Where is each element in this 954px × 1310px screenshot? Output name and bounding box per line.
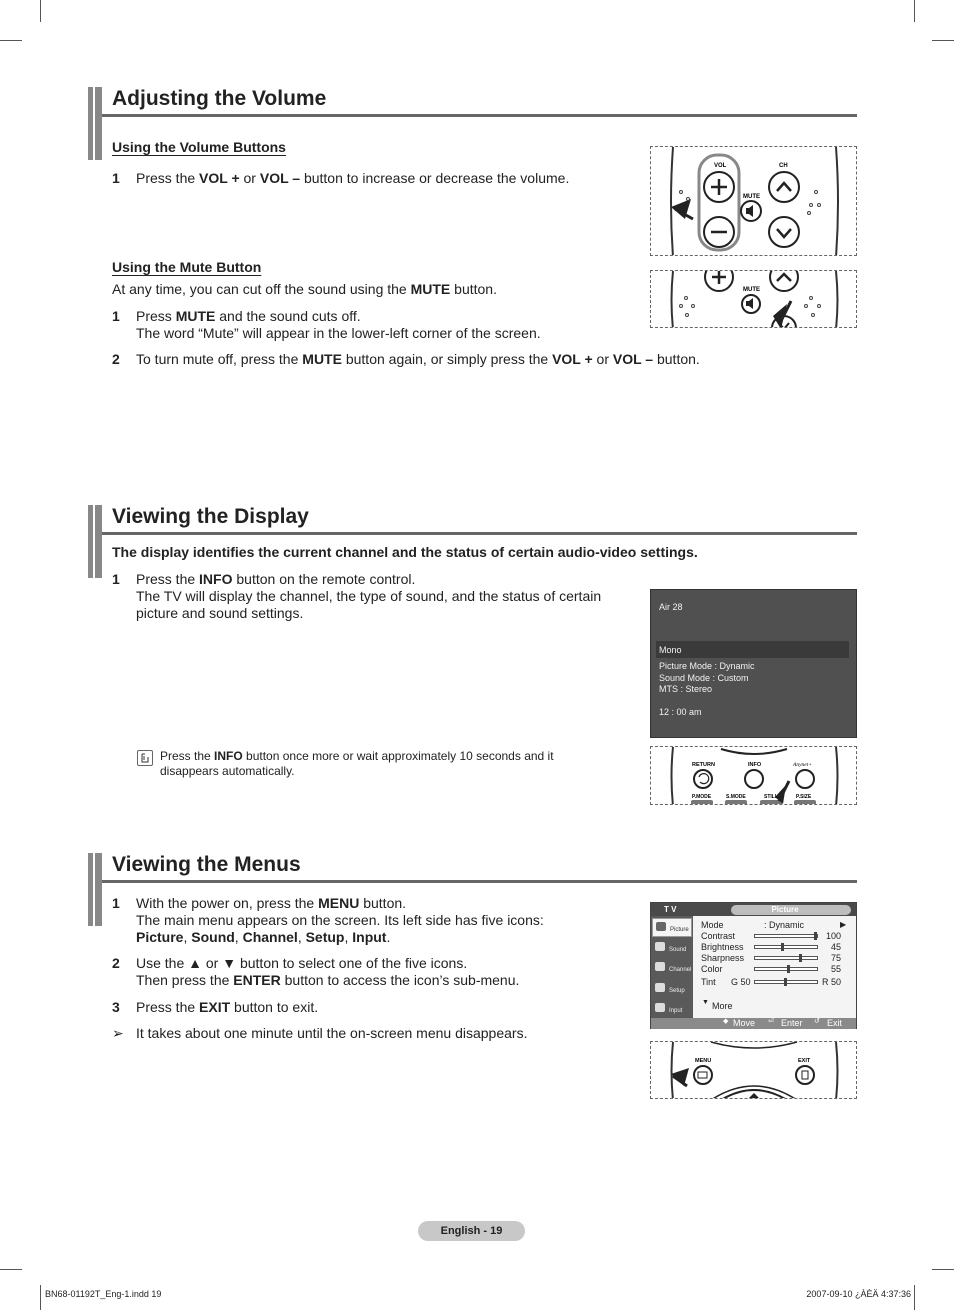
remote-illustration-mute [650,270,857,328]
picture-icon [656,922,666,931]
info-label: INFO [748,762,762,768]
menu-tint-left: G 50 [731,977,751,987]
menu-tv-label: T V [664,905,677,914]
section-bar [88,505,102,578]
menu-setting-bar [754,934,818,938]
menu-setting-label: Brightness [701,942,744,952]
info-sound-bar [656,641,849,658]
still-label: STILL [764,794,778,800]
menu-icon-item[interactable] [652,1000,692,1019]
note-text: Press the INFO button once more or wait approximately 10 seconds and it disappears automatically. [160,749,554,778]
display-intro: The display identifies the current channel and the status of certain audio-video settings. [112,544,698,560]
menu-setting-label: Contrast [701,931,736,941]
note-icon [137,750,153,766]
vol-label: VOL [714,163,727,169]
menu-more-arrow-icon: ▼ [702,999,709,1006]
info-picture-mode: Picture Mode : Dynamic [659,661,755,671]
menu-screen [650,902,857,1029]
info-sound-mode: Sound Mode : Custom [659,673,749,683]
menu-header: Picture [771,905,799,914]
return-label: RETURN [692,762,715,768]
menu-mode-arrow-icon: ▶ [840,920,847,929]
menu-mode-label: Mode [701,920,724,930]
remote-menu-svg [651,1042,857,1099]
ch-label: CH [779,163,788,169]
menu-icon-item[interactable] [652,980,692,999]
menu-setting-row[interactable] [701,964,851,975]
remote-illustration-menu [650,1041,857,1099]
setup-icon [655,983,665,992]
remote-illustration-volume [650,146,857,256]
section-rule [102,532,857,535]
menu-setting-knob [799,954,802,962]
menu-setting-knob [814,932,817,940]
menu-mode-value: : Dynamic [764,920,805,930]
mute-intro: At any time, you can cut off the sound using the MUTE button. [112,281,497,297]
menu-icon-label: Channel [669,967,692,973]
section-title-menus: Viewing the Menus [112,853,301,876]
menu-setting-value: 75 [830,953,841,963]
remote-mute-svg [651,271,857,328]
section-rule [102,114,857,117]
menu-nav-enter-icon: ⏎ [768,1018,774,1025]
menu-nav-enter: Enter [781,1018,803,1028]
menu-setting-value: 55 [830,964,841,974]
menu-icon-item[interactable] [652,918,692,937]
menu-nav-move: Move [733,1018,756,1028]
mute-label: MUTE [743,194,760,200]
remote-illustration-info [650,746,857,805]
channel-icon [655,962,665,971]
anynet-label: Anynet+ [793,762,812,768]
smode-label: S.MODE [726,794,746,800]
info-channel: Air 28 [659,602,683,612]
pmode-label: P.MODE [692,794,712,800]
menu-icon-label: Setup [669,987,685,994]
section-title-display: Viewing the Display [112,505,309,528]
menu-setting-bar [754,956,818,960]
info-sound: Mono [659,645,682,655]
menu-setting-label: Color [701,964,723,974]
crop-mark [932,1269,954,1270]
menu-nav-exit-icon: ↺ [814,1018,820,1025]
menu-icon-item[interactable] [652,939,692,958]
page-number: English - 19 [418,1221,525,1241]
menu-setting-row[interactable] [701,953,851,964]
menu-setting-row[interactable] [701,931,851,942]
menu-setting-bar [754,967,818,971]
menu-more: More [712,1001,733,1011]
crop-mark [932,40,954,41]
section-bar [88,853,102,926]
info-mts: MTS : Stereo [659,684,713,694]
menu-setting-row[interactable] [701,942,851,953]
menu-icon-label: Picture [670,927,689,933]
crop-mark [0,40,22,41]
crop-mark [40,0,41,22]
crop-mark [40,1285,41,1310]
menu-setting-knob [787,965,790,973]
psize-label: P.SIZE [796,794,812,800]
tip-arrow-icon: ➢ [112,1025,124,1041]
remote-volume-svg [651,147,857,256]
crop-mark [0,1269,22,1270]
sound-icon [655,942,665,951]
menu-tint-knob [784,978,787,986]
subheading-mute-button: Using the Mute Button [112,259,262,275]
menu-tint-label: Tint [701,977,716,987]
info-screen [650,589,857,738]
crop-mark [914,1285,915,1310]
section-title-volume: Adjusting the Volume [112,87,327,110]
menu-setting-value: 100 [825,931,841,941]
menu-icon-item[interactable] [652,959,692,978]
info-time: 12 : 00 am [659,707,702,717]
mute-label-2: MUTE [743,287,760,293]
footer-file: BN68-01192T_Eng-1.indd 19 [45,1289,162,1299]
menu-setting-value: 45 [830,942,841,952]
menu-tint-right: R 50 [822,977,842,987]
menu-setting-knob [781,943,784,951]
exit-label: EXIT [798,1058,811,1064]
input-icon [655,1003,665,1012]
menu-setting-bar [754,945,818,949]
menu-icon-label: Input [669,1008,683,1014]
menu-label: MENU [695,1058,712,1064]
section-rule [102,880,857,883]
menu-nav-move-icon: ◆ [723,1018,729,1025]
menu-setting-label: Sharpness [701,953,745,963]
crop-mark [914,0,915,22]
menu-icon-label: Sound [669,946,687,953]
menu-nav-exit: Exit [827,1018,843,1028]
section-bar [88,87,102,160]
remote-info-svg [651,747,857,805]
footer-date: 2007-09-10 ¿ÀÈÄ 4:37:36 [806,1289,911,1299]
subheading-volume-buttons: Using the Volume Buttons [112,139,286,155]
